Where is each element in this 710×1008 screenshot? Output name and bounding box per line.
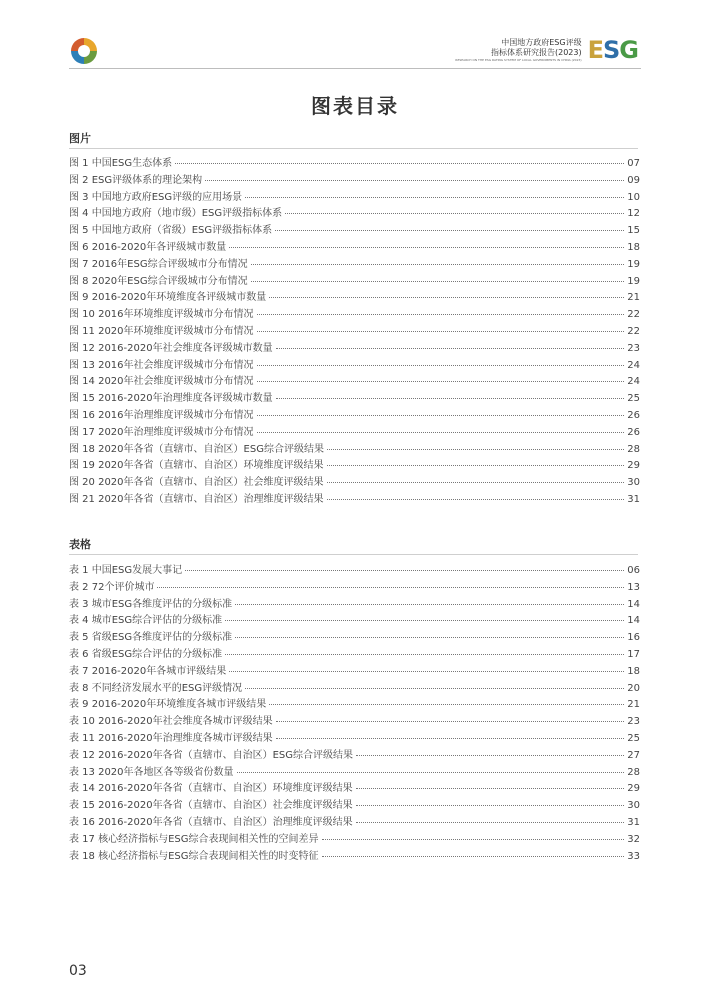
toc-entry-page: 30 bbox=[627, 477, 640, 489]
toc-dot-leader bbox=[322, 839, 625, 840]
toc-entry-page: 16 bbox=[627, 632, 640, 644]
toc-entry-label: 表 6 省级ESG综合评估的分级标准 bbox=[69, 648, 223, 660]
page-number: 03 bbox=[69, 963, 87, 979]
toc-dot-leader bbox=[327, 465, 625, 466]
toc-entry-label: 表 9 2016-2020年环境维度各城市评级结果 bbox=[69, 699, 267, 711]
toc-entry-label: 图 8 2020年ESG综合评级城市分布情况 bbox=[69, 275, 248, 287]
toc-entry-label: 图 2 ESG评级体系的理论架构 bbox=[69, 174, 203, 186]
toc-entry-page: 13 bbox=[627, 581, 640, 593]
toc-entry-label: 图 13 2016年社会维度评级城市分布情况 bbox=[69, 359, 254, 371]
toc-dot-leader bbox=[257, 415, 625, 416]
toc-dot-leader bbox=[257, 432, 625, 433]
toc-dot-leader bbox=[356, 788, 625, 789]
toc-entry-page: 20 bbox=[627, 682, 640, 694]
report-header bbox=[455, 37, 638, 63]
toc-entry-label: 表 8 不同经济发展水平的ESG评级情况 bbox=[69, 682, 243, 694]
header-divider bbox=[69, 68, 641, 69]
toc-dot-leader bbox=[356, 822, 625, 823]
toc-dot-leader bbox=[185, 570, 624, 571]
toc-entry-page: 15 bbox=[627, 225, 640, 237]
toc-entry[interactable] bbox=[69, 679, 640, 696]
toc-entry[interactable] bbox=[69, 561, 640, 578]
toc-entry[interactable] bbox=[69, 171, 640, 188]
toc-dot-leader bbox=[276, 398, 625, 399]
toc-dot-leader bbox=[276, 348, 625, 349]
esg-mark-g: G bbox=[619, 36, 638, 64]
toc-dot-leader bbox=[327, 499, 625, 500]
toc-dot-leader bbox=[327, 482, 625, 483]
toc-entry[interactable] bbox=[69, 796, 640, 813]
toc-dot-leader bbox=[229, 671, 624, 672]
toc-entry[interactable] bbox=[69, 473, 640, 490]
toc-entry-label: 表 14 2016-2020年各省（直辖市、自治区）环境维度评级结果 bbox=[69, 783, 353, 795]
toc-entry-label: 表 5 省级ESG各维度评估的分级标准 bbox=[69, 632, 233, 644]
toc-entry-page: 17 bbox=[627, 648, 640, 660]
toc-entry-label: 表 3 城市ESG各维度评估的分级标准 bbox=[69, 598, 233, 610]
toc-entry-page: 10 bbox=[627, 191, 640, 203]
toc-entry[interactable] bbox=[69, 423, 640, 440]
toc-dot-leader bbox=[276, 721, 625, 722]
toc-entry-label: 表 11 2016-2020年治理维度各城市评级结果 bbox=[69, 732, 273, 744]
toc-dot-leader bbox=[269, 297, 624, 298]
toc-dot-leader bbox=[356, 755, 624, 756]
toc-entry-page: 29 bbox=[627, 460, 640, 472]
toc-dot-leader bbox=[251, 281, 625, 282]
toc-entry-label: 图 7 2016年ESG综合评级城市分布情况 bbox=[69, 258, 248, 270]
page-title: 图表目录 bbox=[311, 94, 399, 118]
toc-entry-page: 18 bbox=[627, 241, 640, 253]
toc-entry-label: 表 15 2016-2020年各省（直辖市、自治区）社会维度评级结果 bbox=[69, 800, 353, 812]
figures-section-divider bbox=[69, 148, 638, 149]
toc-entry[interactable] bbox=[69, 695, 640, 712]
toc-dot-leader bbox=[285, 213, 624, 214]
toc-entry[interactable] bbox=[69, 238, 640, 255]
toc-entry[interactable] bbox=[69, 188, 640, 205]
toc-dot-leader bbox=[205, 180, 624, 181]
toc-entry[interactable] bbox=[69, 830, 640, 847]
report-title-line1: 中国地方政府ESG评级 bbox=[501, 37, 582, 47]
toc-entry-label: 图 19 2020年各省（直辖市、自治区）环境维度评级结果 bbox=[69, 460, 324, 472]
toc-dot-leader bbox=[327, 449, 624, 450]
toc-entry-label: 图 18 2020年各省（直辖市、自治区）ESG综合评级结果 bbox=[69, 443, 324, 455]
toc-dot-leader bbox=[225, 654, 624, 655]
toc-entry-page: 07 bbox=[627, 158, 640, 169]
toc-entry-page: 29 bbox=[627, 783, 640, 795]
toc-dot-leader bbox=[322, 856, 625, 857]
toc-dot-leader bbox=[229, 247, 624, 248]
toc-entry[interactable] bbox=[69, 578, 640, 595]
toc-entry[interactable] bbox=[69, 305, 640, 322]
toc-entry-label: 图 10 2016年环境维度评级城市分布情况 bbox=[69, 309, 254, 321]
toc-entry-page: 31 bbox=[627, 816, 640, 828]
toc-entry-label: 图 15 2016-2020年治理维度各评级城市数量 bbox=[69, 393, 273, 405]
toc-entry[interactable] bbox=[69, 339, 640, 356]
toc-dot-leader bbox=[276, 738, 625, 739]
toc-entry-page: 26 bbox=[627, 426, 640, 438]
toc-entry[interactable] bbox=[69, 288, 640, 305]
esg-logo-mark bbox=[588, 37, 638, 63]
toc-entry-page: 25 bbox=[627, 393, 640, 405]
toc-entry-label: 表 17 核心经济指标与ESG综合表现间相关性的空间差异 bbox=[69, 833, 319, 845]
toc-entry-label: 图 6 2016-2020年各评级城市数量 bbox=[69, 241, 227, 253]
toc-entry[interactable] bbox=[69, 255, 640, 272]
toc-entry[interactable] bbox=[69, 712, 640, 729]
toc-entry-page: 19 bbox=[627, 275, 640, 287]
toc-dot-leader bbox=[275, 230, 624, 231]
toc-entry-page: 32 bbox=[627, 833, 640, 845]
toc-entry-label: 图 5 中国地方政府（省级）ESG评级指标体系 bbox=[69, 225, 273, 237]
tables-section-divider bbox=[69, 554, 638, 555]
toc-entry[interactable] bbox=[69, 272, 640, 289]
toc-entry[interactable] bbox=[69, 204, 640, 221]
toc-entry-label: 图 3 中国地方政府ESG评级的应用场景 bbox=[69, 191, 243, 203]
toc-entry[interactable] bbox=[69, 456, 640, 473]
toc-entry[interactable] bbox=[69, 322, 640, 339]
toc-entry[interactable] bbox=[69, 372, 640, 389]
toc-entry-page: 24 bbox=[627, 376, 640, 388]
toc-entry-page: 06 bbox=[627, 565, 640, 576]
toc-dot-leader bbox=[257, 365, 625, 366]
toc-entry-page: 25 bbox=[627, 732, 640, 744]
toc-entry-page: 27 bbox=[627, 749, 640, 761]
toc-entry[interactable] bbox=[69, 779, 640, 796]
toc-entry-page: 09 bbox=[627, 174, 640, 186]
toc-entry-label: 图 21 2020年各省（直辖市、自治区）治理维度评级结果 bbox=[69, 493, 324, 505]
toc-entry-label: 图 1 中国ESG生态体系 bbox=[69, 158, 173, 169]
toc-entry[interactable] bbox=[69, 440, 640, 457]
toc-dot-leader bbox=[245, 197, 624, 198]
toc-entry-label: 表 4 城市ESG综合评估的分级标准 bbox=[69, 615, 223, 627]
tables-section-title: 表格 bbox=[69, 538, 91, 551]
toc-entry[interactable] bbox=[69, 628, 640, 645]
toc-entry-page: 28 bbox=[627, 766, 640, 778]
toc-entry-label: 图 4 中国地方政府（地市级）ESG评级指标体系 bbox=[69, 208, 283, 220]
toc-entry-label: 图 14 2020年社会维度评级城市分布情况 bbox=[69, 376, 254, 388]
toc-entry-page: 24 bbox=[627, 359, 640, 371]
toc-dot-leader bbox=[237, 772, 625, 773]
toc-dot-leader bbox=[257, 314, 625, 315]
toc-entry-page: 30 bbox=[627, 800, 640, 812]
toc-entry[interactable] bbox=[69, 490, 640, 507]
esg-mark-e: E bbox=[587, 36, 603, 64]
toc-dot-leader bbox=[257, 381, 625, 382]
figures-section-title: 图片 bbox=[69, 132, 91, 145]
report-logo-icon bbox=[71, 38, 97, 64]
toc-entry-label: 表 2 72个评价城市 bbox=[69, 581, 155, 593]
toc-dot-leader bbox=[245, 688, 624, 689]
toc-dot-leader bbox=[356, 805, 625, 806]
toc-entry-label: 图 17 2020年治理维度评级城市分布情况 bbox=[69, 426, 254, 438]
toc-entry[interactable] bbox=[69, 221, 640, 238]
toc-entry[interactable] bbox=[69, 847, 640, 864]
toc-entry[interactable] bbox=[69, 154, 640, 171]
toc-entry-label: 表 12 2016-2020年各省（直辖市、自治区）ESG综合评级结果 bbox=[69, 749, 354, 761]
figures-list bbox=[69, 154, 640, 507]
toc-dot-leader bbox=[235, 604, 624, 605]
toc-entry-label: 表 18 核心经济指标与ESG综合表现间相关性的时变特征 bbox=[69, 850, 319, 862]
toc-entry[interactable] bbox=[69, 746, 640, 763]
toc-entry-page: 18 bbox=[627, 665, 640, 677]
esg-mark-s: S bbox=[603, 36, 620, 64]
toc-entry[interactable] bbox=[69, 813, 640, 830]
toc-entry-label: 表 10 2016-2020年社会维度各城市评级结果 bbox=[69, 716, 273, 728]
toc-dot-leader bbox=[235, 637, 624, 638]
toc-entry-page: 23 bbox=[627, 342, 640, 354]
toc-entry-label: 图 12 2016-2020年社会维度各评级城市数量 bbox=[69, 342, 273, 354]
toc-entry-page: 33 bbox=[627, 850, 640, 862]
toc-entry-page: 21 bbox=[627, 292, 640, 304]
toc-dot-leader bbox=[157, 587, 624, 588]
toc-entry-page: 14 bbox=[627, 598, 640, 610]
toc-dot-leader bbox=[269, 704, 624, 705]
toc-dot-leader bbox=[251, 264, 625, 265]
report-title-line2: 指标体系研究报告(2023) bbox=[490, 47, 582, 57]
toc-entry[interactable] bbox=[69, 645, 640, 662]
toc-entry-label: 表 13 2020年各地区各等级省份数量 bbox=[69, 766, 234, 778]
toc-entry-label: 表 1 中国ESG发展大事记 bbox=[69, 565, 183, 576]
toc-entry[interactable] bbox=[69, 356, 640, 373]
report-header-text bbox=[455, 38, 581, 63]
toc-entry[interactable] bbox=[69, 595, 640, 612]
toc-entry[interactable] bbox=[69, 662, 640, 679]
toc-entry-page: 22 bbox=[627, 309, 640, 321]
toc-entry-label: 表 7 2016-2020年各城市评级结果 bbox=[69, 665, 227, 677]
toc-entry[interactable] bbox=[69, 406, 640, 423]
toc-entry-page: 31 bbox=[627, 493, 640, 505]
toc-dot-leader bbox=[225, 620, 624, 621]
toc-entry[interactable] bbox=[69, 763, 640, 780]
toc-entry-label: 图 9 2016-2020年环境维度各评级城市数量 bbox=[69, 292, 267, 304]
toc-entry-label: 图 11 2020年环境维度评级城市分布情况 bbox=[69, 325, 254, 337]
toc-entry-page: 22 bbox=[627, 325, 640, 337]
toc-entry-page: 14 bbox=[627, 615, 640, 627]
report-title-english: RESEARCH ON THE ESG RATING SYSTEM OF LOCAL GOVERNMENTS IN CHINA (2023) bbox=[455, 57, 582, 62]
toc-entry-label: 表 16 2016-2020年各省（直辖市、自治区）治理维度评级结果 bbox=[69, 816, 353, 828]
toc-entry[interactable] bbox=[69, 729, 640, 746]
toc-entry-page: 26 bbox=[627, 409, 640, 421]
tables-list bbox=[69, 561, 640, 863]
toc-dot-leader bbox=[175, 163, 624, 164]
toc-entry-label: 图 16 2016年治理维度评级城市分布情况 bbox=[69, 409, 254, 421]
toc-entry-page: 23 bbox=[627, 716, 640, 728]
toc-dot-leader bbox=[257, 331, 625, 332]
toc-entry-page: 12 bbox=[627, 208, 640, 220]
toc-entry[interactable] bbox=[69, 611, 640, 628]
toc-entry-page: 19 bbox=[627, 258, 640, 270]
toc-entry-page: 28 bbox=[627, 443, 640, 455]
toc-entry[interactable] bbox=[69, 389, 640, 406]
toc-entry-label: 图 20 2020年各省（直辖市、自治区）社会维度评级结果 bbox=[69, 477, 324, 489]
toc-entry-page: 21 bbox=[627, 699, 640, 711]
